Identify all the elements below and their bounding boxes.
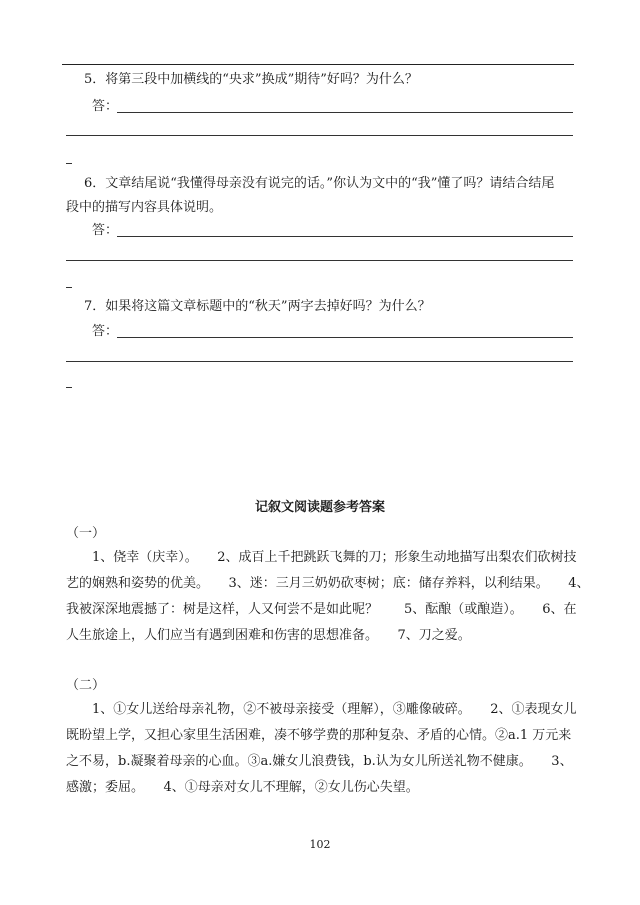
answer-line-5a[interactable] bbox=[117, 112, 573, 113]
question-6-line1: 6．文章结尾说“我懂得母亲没有说完的话。”你认为文中的“我”懂了吗？请结合结尾 bbox=[84, 176, 555, 191]
part-2-line-4: 感激；委屈。 4、①母亲对女儿不理解，②女儿伤心失望。 bbox=[66, 780, 419, 795]
part-1-heading: （一） bbox=[66, 526, 106, 541]
part-2-line-3: 之不易，b.凝聚着母亲的心血。③a.嫌女儿浪费钱，b.认为女儿所送礼物不健康。 3、 bbox=[66, 754, 573, 769]
answer-line-6a[interactable] bbox=[117, 236, 573, 237]
answer-label-7: 答： bbox=[92, 324, 119, 339]
part-2-line-1: 1、①女儿送给母亲礼物，②不被母亲接受（理解），③雕像破碎。 2、①表现女儿 bbox=[92, 702, 577, 717]
part-2-heading: （二） bbox=[66, 678, 106, 693]
answer-line-7a[interactable] bbox=[117, 337, 573, 338]
answer-dash-7 bbox=[66, 387, 72, 388]
part-2-line-2: 既盼望上学，又担心家里生活困难，凑不够学费的那种复杂、矛盾的心情。②a.1 万元来 bbox=[66, 728, 572, 743]
answer-label-5: 答： bbox=[92, 99, 119, 114]
answer-line-6b[interactable] bbox=[66, 260, 573, 261]
question-6-line2: 段中的描写内容具体说明。 bbox=[66, 200, 223, 215]
part-1-line-4: 人生旅途上，人们应当有遇到困难和伤害的思想准备。 7、刀之爱。 bbox=[66, 628, 471, 643]
answer-dash-6 bbox=[66, 287, 72, 288]
question-5: 5．将第三段中加横线的“央求”换成”期待”好吗？为什么？ bbox=[84, 72, 418, 87]
top-rule bbox=[62, 64, 574, 65]
answer-line-7b[interactable] bbox=[66, 361, 573, 362]
page-number: 102 bbox=[309, 838, 331, 851]
answer-label-6: 答： bbox=[92, 223, 119, 238]
part-1-line-1: 1、侥幸（庆幸）。 2、成百上千把跳跃飞舞的刀；形象生动地描写出梨农们砍树技 bbox=[92, 550, 577, 565]
answer-dash-5 bbox=[66, 163, 72, 164]
part-1-line-3: 我被深深地震撼了：树是这样，人又何尝不是如此呢？ 5、酝酿（或酿造）。 6、在 bbox=[66, 602, 577, 617]
answer-line-5b[interactable] bbox=[66, 135, 573, 136]
question-7: 7．如果将这篇文章标题中的“秋天”两字去掉好吗？为什么？ bbox=[84, 299, 431, 314]
answer-key-title: 记叙文阅读题参考答案 bbox=[254, 500, 385, 515]
part-1-line-2: 艺的娴熟和姿势的优美。 3、迷：三月三奶奶砍枣树；底：储存养料，以利结果。 4、 bbox=[66, 576, 590, 591]
